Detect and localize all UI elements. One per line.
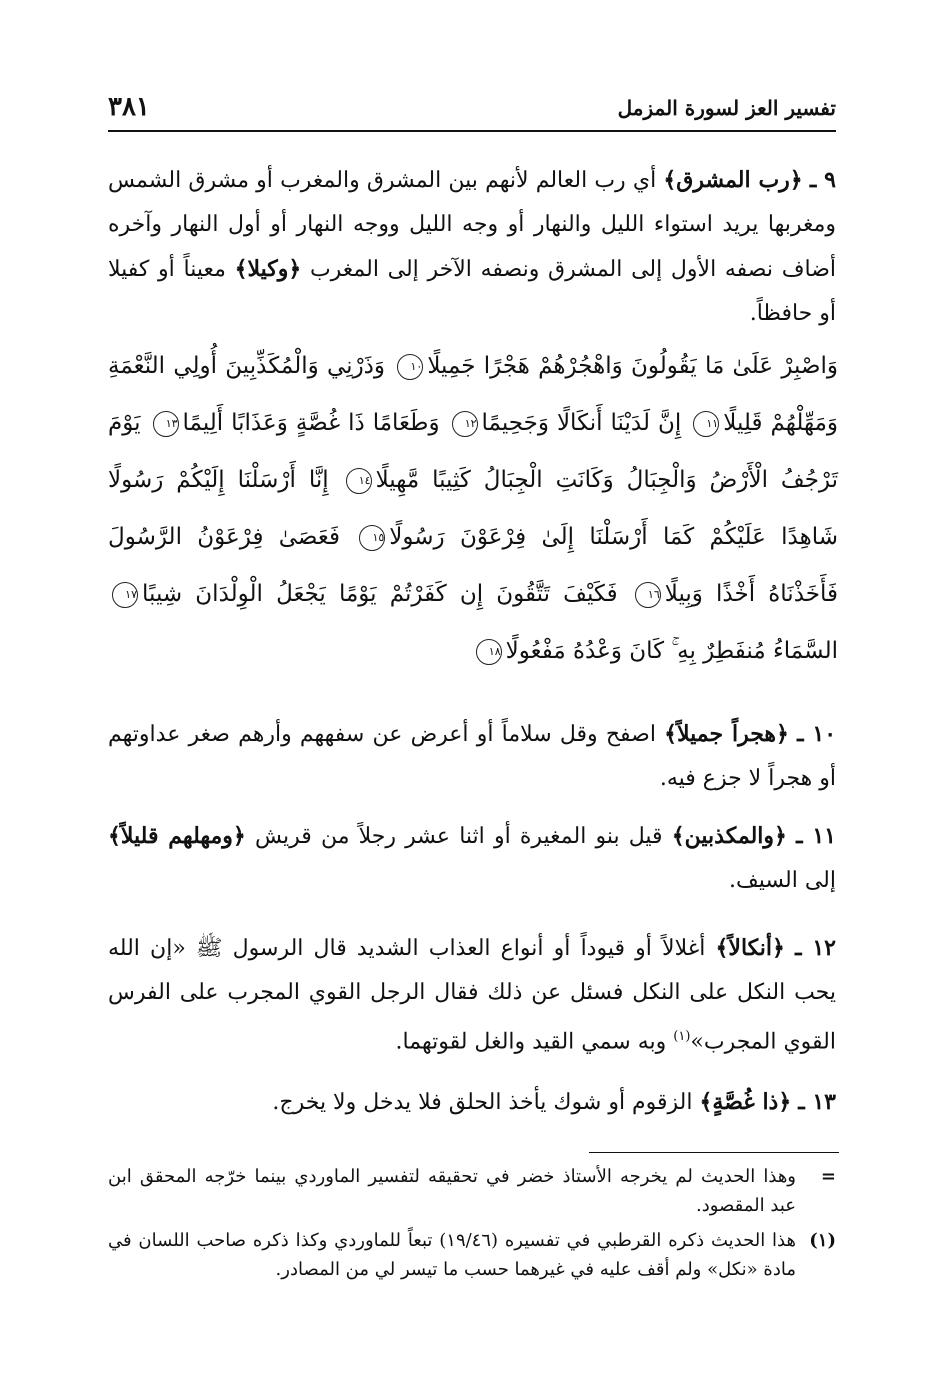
commentary-9 xyxy=(108,158,836,336)
quran-passage xyxy=(108,338,838,680)
commentary-term: ﴿والمكذبين﴾ xyxy=(671,823,787,849)
verse-text: وَاصْبِرْ عَلَىٰ مَا يَقُولُونَ وَاهْجُرْهُمْ هَجْرًا جَمِيلًا xyxy=(427,353,838,379)
commentary-term: ﴿رب المشرق﴾ xyxy=(663,167,803,193)
commentary-10 xyxy=(108,712,836,801)
commentary-term: ﴿ذا غُصَّةٍ﴾ xyxy=(699,1089,792,1115)
footnote-text: هذا الحديث ذكره القرطبي في تفسيره (١٩/٤٦) تبعاً للماوردي وكذا ذكره صاحب اللسان في مادة «نكل» ولم أقف عليه في غيرهما حسب ما تيسر لي من المصادر. xyxy=(108,1230,796,1280)
commentary-text: الزقوم أو شوك يأخذ الحلق فلا يدخل ولا يخرج. xyxy=(272,1090,693,1115)
commentary-text: اصفح وقل سلاماً أو أعرض عن سفههم وأرهم صغر عداوتهم أو هجراً لا جزع فيه. xyxy=(108,722,836,791)
commentary-term: ﴿هجراً جميلاً﴾ xyxy=(664,721,789,747)
verse-text: فَكَيْفَ تَتَّقُونَ إِن كَفَرْتُمْ يَوْمًا يَجْعَلُ الْوِلْدَانَ شِيبًا xyxy=(142,581,618,607)
commentary-number: ١١ ـ xyxy=(796,823,836,849)
verse-number-marker: ١٨ xyxy=(476,639,502,665)
commentary-term: ﴿أنكالاً﴾ xyxy=(715,935,785,961)
commentary-number: ٩ ـ xyxy=(809,167,836,193)
verse-text: فَعَصَىٰ فِرْعَوْنُ الرَّسُولَ فَأَخَذْنَاهُ أَخْذًا وَبِيلًا xyxy=(108,524,839,607)
commentary-number: ١٣ ـ xyxy=(798,1089,836,1115)
verse-number-marker: ١٦ xyxy=(635,582,661,608)
footnote-1 xyxy=(108,1226,836,1284)
commentary-number: ١٢ ـ xyxy=(795,935,836,961)
commentary-12 xyxy=(108,926,836,1064)
verse-number-marker: ١١ xyxy=(693,411,719,437)
commentary-11 xyxy=(108,814,836,903)
footnote-continuation xyxy=(108,1162,836,1220)
running-header xyxy=(108,90,836,130)
commentary-text: معيناً أو كفيلا أو حافظاً. xyxy=(108,257,836,326)
commentary-term: ﴿ومهلهم قليلاً﴾ xyxy=(108,823,246,849)
verse-number-marker: ١٣ xyxy=(153,411,179,437)
verse-number-marker: ١٧ xyxy=(112,582,138,608)
page-number: ٣٨١ xyxy=(108,92,150,122)
verse-text: السَّمَاءُ مُنفَطِرٌ بِهِ ۚ كَانَ وَعْدُهُ مَفْعُولًا xyxy=(505,638,838,664)
verse-text: وَطَعَامًا ذَا غُصَّةٍ وَعَذَابًا أَلِيمًا xyxy=(182,410,440,436)
commentary-text: أي رب العالم لأنهم بين المشرق والمغرب أو مشرق الشمس ومغربها يريد استواء الليل والنهار أو وجه الليل ووجه النهار أو أول النهار وآخره أضاف نصفه الأول إلى المشرق ونصفه الآخر إلى المغرب xyxy=(108,168,836,282)
verse-number-marker: ١٥ xyxy=(359,525,385,551)
footnote-separator xyxy=(589,1152,839,1153)
commentary-number: ١٠ ـ xyxy=(797,721,837,747)
footnote-mark: (١) xyxy=(809,1230,836,1251)
commentary-text: وبه سمي القيد والغل لقوتهما. xyxy=(395,1029,667,1055)
verse-text: إِنَّا أَرْسَلْنَا إِلَيْكُمْ رَسُولًا شَاهِدًا عَلَيْكُمْ كَمَا أَرْسَلْنَا إِلَىٰ فِرْعَوْنَ رَسُولًا xyxy=(108,467,838,550)
footnotes xyxy=(108,1162,836,1290)
commentary-text: إلى السيف. xyxy=(729,868,836,893)
verse-text: يَوْمَ تَرْجُفُ الْأَرْضُ وَالْجِبَالُ وَكَانَتِ الْجِبَالُ كَثِيبًا مَّهِيلًا xyxy=(108,410,839,493)
footnote-reference[interactable]: (١) xyxy=(673,1029,691,1044)
verse-text: إِنَّ لَدَيْنَا أَنكَالًا وَجَحِيمًا xyxy=(481,410,682,436)
header-title: تفسير العز لسورة المزمل xyxy=(617,96,836,120)
commentary-text: أغلالاً أو قيوداً أو أنواع العذاب الشديد قال الرسول ﷺ «إن الله يحب النكل على النكل فسئل عن ذلك فقال الرجل القوي المجرب على الفرس القوي المجرب» xyxy=(108,936,836,1055)
commentary-13 xyxy=(108,1080,836,1125)
footnote-text: وهذا الحديث لم يخرجه الأستاذ خضر في تحقيقه لتفسير الماوردي بينما خرّجه المحقق ابن عبد المقصود. xyxy=(108,1166,796,1216)
footnote-mark: = xyxy=(820,1166,836,1187)
verse-number-marker: ١٠ xyxy=(397,354,423,380)
verse-text: وَذَرْنِي وَالْمُكَذِّبِينَ أُولِي النَّعْمَةِ وَمَهِّلْهُمْ قَلِيلًا xyxy=(108,353,839,436)
header-rule xyxy=(108,130,836,132)
commentary-text: قيل بنو المغيرة أو اثنا عشر رجلاً من قريش xyxy=(254,824,663,849)
verse-number-marker: ١٤ xyxy=(346,468,372,494)
verse-number-marker: ١٢ xyxy=(452,411,478,437)
commentary-term: ﴿وكيلا﴾ xyxy=(234,256,302,282)
